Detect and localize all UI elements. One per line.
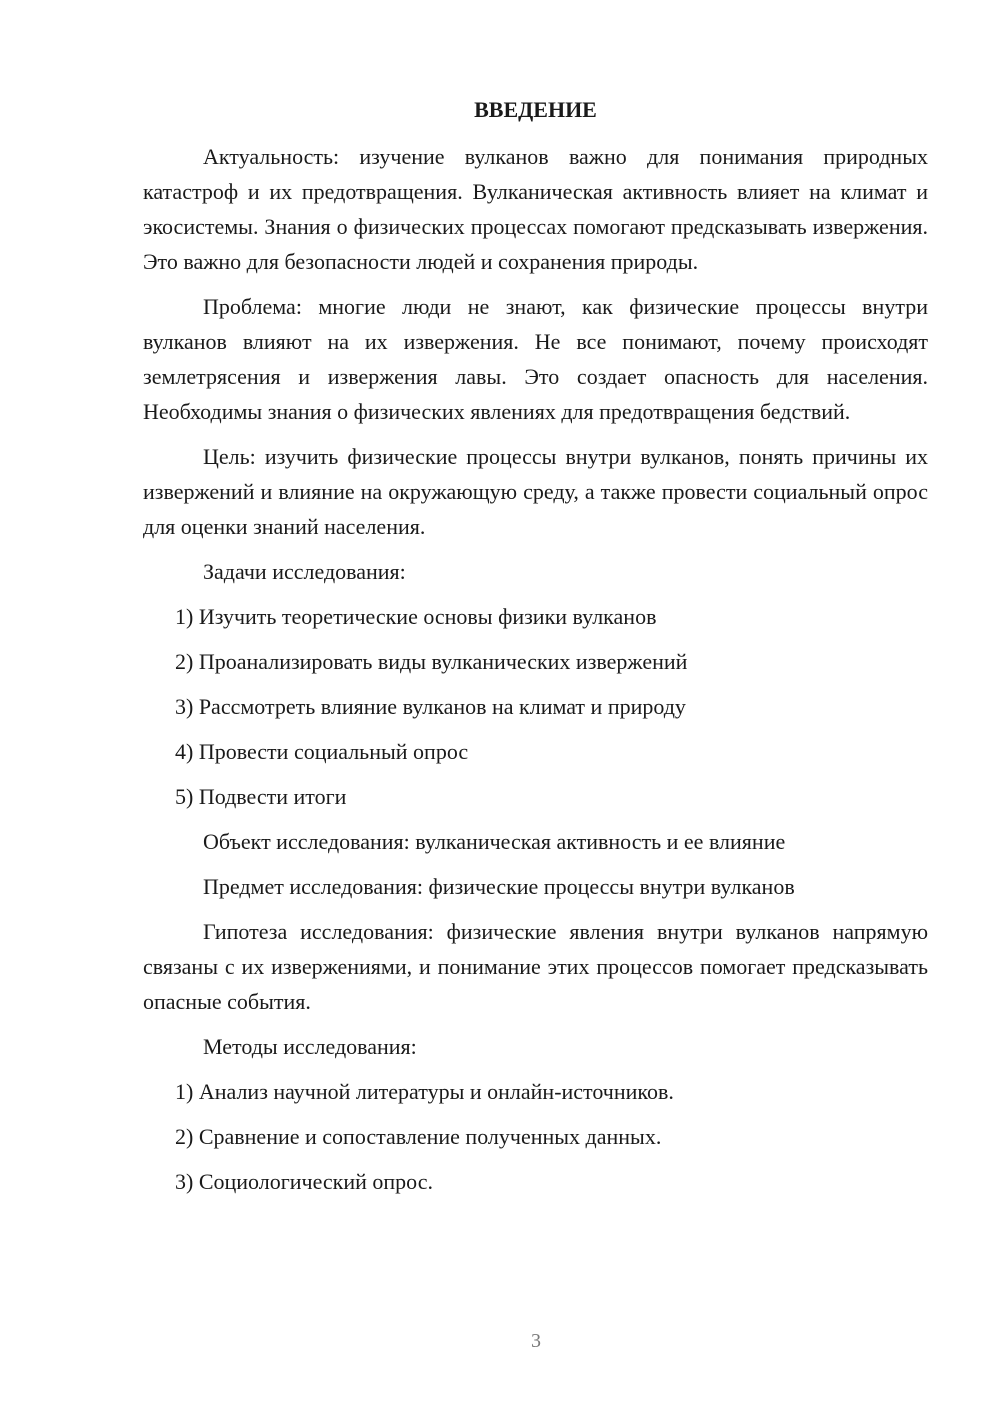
hypothesis-paragraph: Гипотеза исследования: физические явления внутри вулканов напрямую связаны с их извержениями, и понимание этих процессов помогает предсказывать опасные события. [143, 919, 928, 1014]
section-title: ВВЕДЕНИЕ [474, 97, 597, 122]
task-item: 4) Провести социальный опрос [175, 739, 469, 764]
task-item: 3) Рассмотреть влияние вулканов на климат и природу [175, 694, 686, 719]
relevance-paragraph: Актуальность: изучение вулканов важно для понимания природных катастроф и их предотвращения. Вулканическая активность влияет на климат и экосистемы. Знания о физических процессах помогают предсказывать извержения. Это важно для безопасности людей и сохранения природы. [143, 144, 928, 274]
problem-paragraph: Проблема: многие люди не знают, как физические процессы внутри вулканов влияют на их извержения. Не все понимают, почему происходят землетрясения и извержения лавы. Это создает опасность для населения. Необходимы знания о физических явлениях для предотвращения бедствий. [143, 294, 928, 424]
methods-heading: Методы исследования: [203, 1034, 417, 1059]
object-paragraph: Объект исследования: вулканическая активность и ее влияние [203, 829, 786, 854]
task-item: 2) Проанализировать виды вулканических извержений [175, 649, 688, 674]
method-item: 3) Социологический опрос. [175, 1169, 433, 1194]
method-item: 1) Анализ научной литературы и онлайн-источников. [175, 1079, 674, 1104]
goal-paragraph: Цель: изучить физические процессы внутри вулканов, понять причины их извержений и влияние на окружающую среду, а также провести социальный опрос для оценки знаний населения. [143, 444, 928, 539]
subject-paragraph: Предмет исследования: физические процессы внутри вулканов [203, 874, 795, 899]
task-item: 1) Изучить теоретические основы физики вулканов [175, 604, 657, 629]
page-number: 3 [531, 1330, 541, 1352]
task-item: 5) Подвести итоги [175, 784, 347, 809]
method-item: 2) Сравнение и сопоставление полученных данных. [175, 1124, 662, 1149]
page-content [143, 92, 928, 1209]
tasks-heading: Задачи исследования: [203, 559, 406, 584]
